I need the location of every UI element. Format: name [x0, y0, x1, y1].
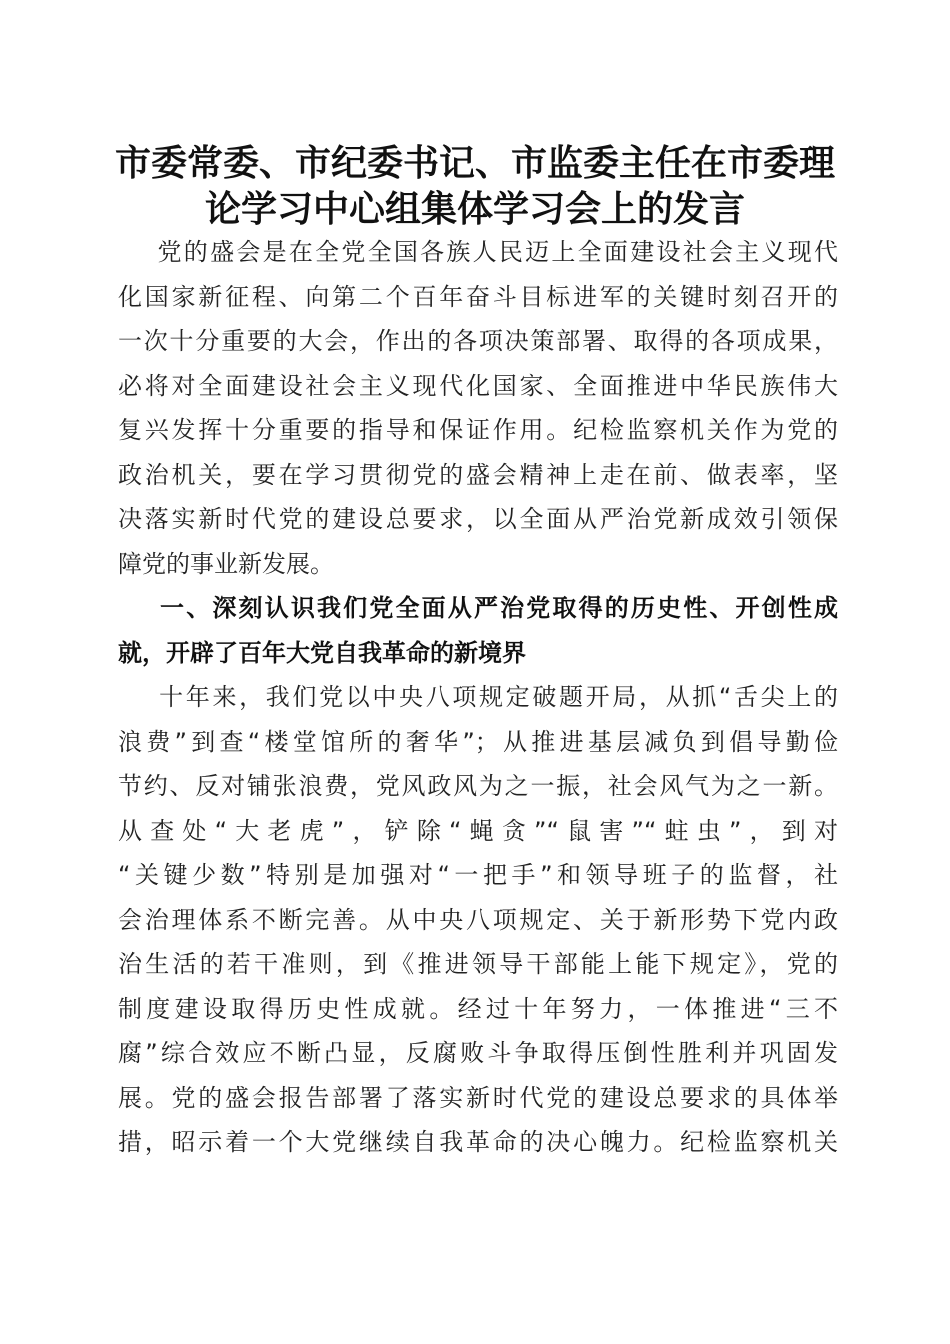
paragraph-line: 措，昭示着一个大党继续自我革命的决心魄力。纪检监察机关 [118, 1128, 838, 1156]
heading-line: 就，开辟了百年大党自我革命的新境界 [118, 638, 526, 667]
document-title [100, 140, 850, 232]
paragraph-line: 展。党的盛会报告部署了落实新时代党的建设总要求的具体举 [118, 1083, 838, 1112]
paragraph-line: 党的盛会是在全党全国各族人民迈上全面建设社会主义现代 [118, 238, 838, 266]
paragraph-line: 政治机关，要在学习贯彻党的盛会精神上走在前、做表率，坚 [118, 460, 838, 489]
paragraph-line: 腐”综合效应不断凸显，反腐败斗争取得压倒性胜利并巩固发 [118, 1039, 838, 1067]
paragraph-line: 十年来，我们党以中央八项规定破题开局，从抓“舌尖上的 [118, 683, 838, 711]
paragraph-line: 障党的事业新发展。 [118, 549, 334, 578]
paragraph-line: 会治理体系不断完善。从中央八项规定、关于新形势下党内政 [118, 905, 838, 934]
paragraph-line: 从查处“大老虎”，铲除“蝇贪”“鼠害”“蛀虫”，到对 [118, 816, 838, 845]
paragraph-line: 必将对全面建设社会主义现代化国家、全面推进中华民族伟大 [118, 371, 838, 400]
section-heading-1 [118, 586, 838, 675]
paragraph-line: 决落实新时代党的建设总要求，以全面从严治党新成效引领保 [118, 505, 838, 533]
heading-line: 一、深刻认识我们党全面从严治党取得的历史性、开创性成 [118, 594, 838, 622]
paragraph-line: 节约、反对铺张浪费，党风政风为之一振，社会风气为之一新。 [118, 772, 838, 800]
paragraph-line: 一次十分重要的大会，作出的各项决策部署、取得的各项成果， [118, 327, 838, 355]
paragraph-line: 复兴发挥十分重要的指导和保证作用。纪检监察机关作为党的 [118, 416, 838, 444]
paragraph-line: 治生活的若干准则，到《推进领导干部能上能下规定》，党的 [118, 950, 838, 978]
title-line-2: 论学习中心组集体学习会上的发言 [204, 188, 745, 230]
paragraph-line: 浪费”到查“楼堂馆所的奢华”；从推进基层减负到倡导勤俭 [118, 727, 838, 756]
document-body [118, 230, 838, 1165]
paragraph-line: 化国家新征程、向第二个百年奋斗目标进军的关键时刻召开的 [118, 282, 838, 311]
paragraph-line: 制度建设取得历史性成就。经过十年努力，一体推进“三不 [118, 994, 838, 1023]
title-line-1: 市委常委、市纪委书记、市监委主任在市委理 [114, 142, 835, 184]
paragraph-line: “关键少数”特别是加强对“一把手”和领导班子的监督，社 [118, 861, 838, 889]
paragraph-1 [118, 230, 838, 586]
paragraph-2 [118, 675, 838, 1165]
